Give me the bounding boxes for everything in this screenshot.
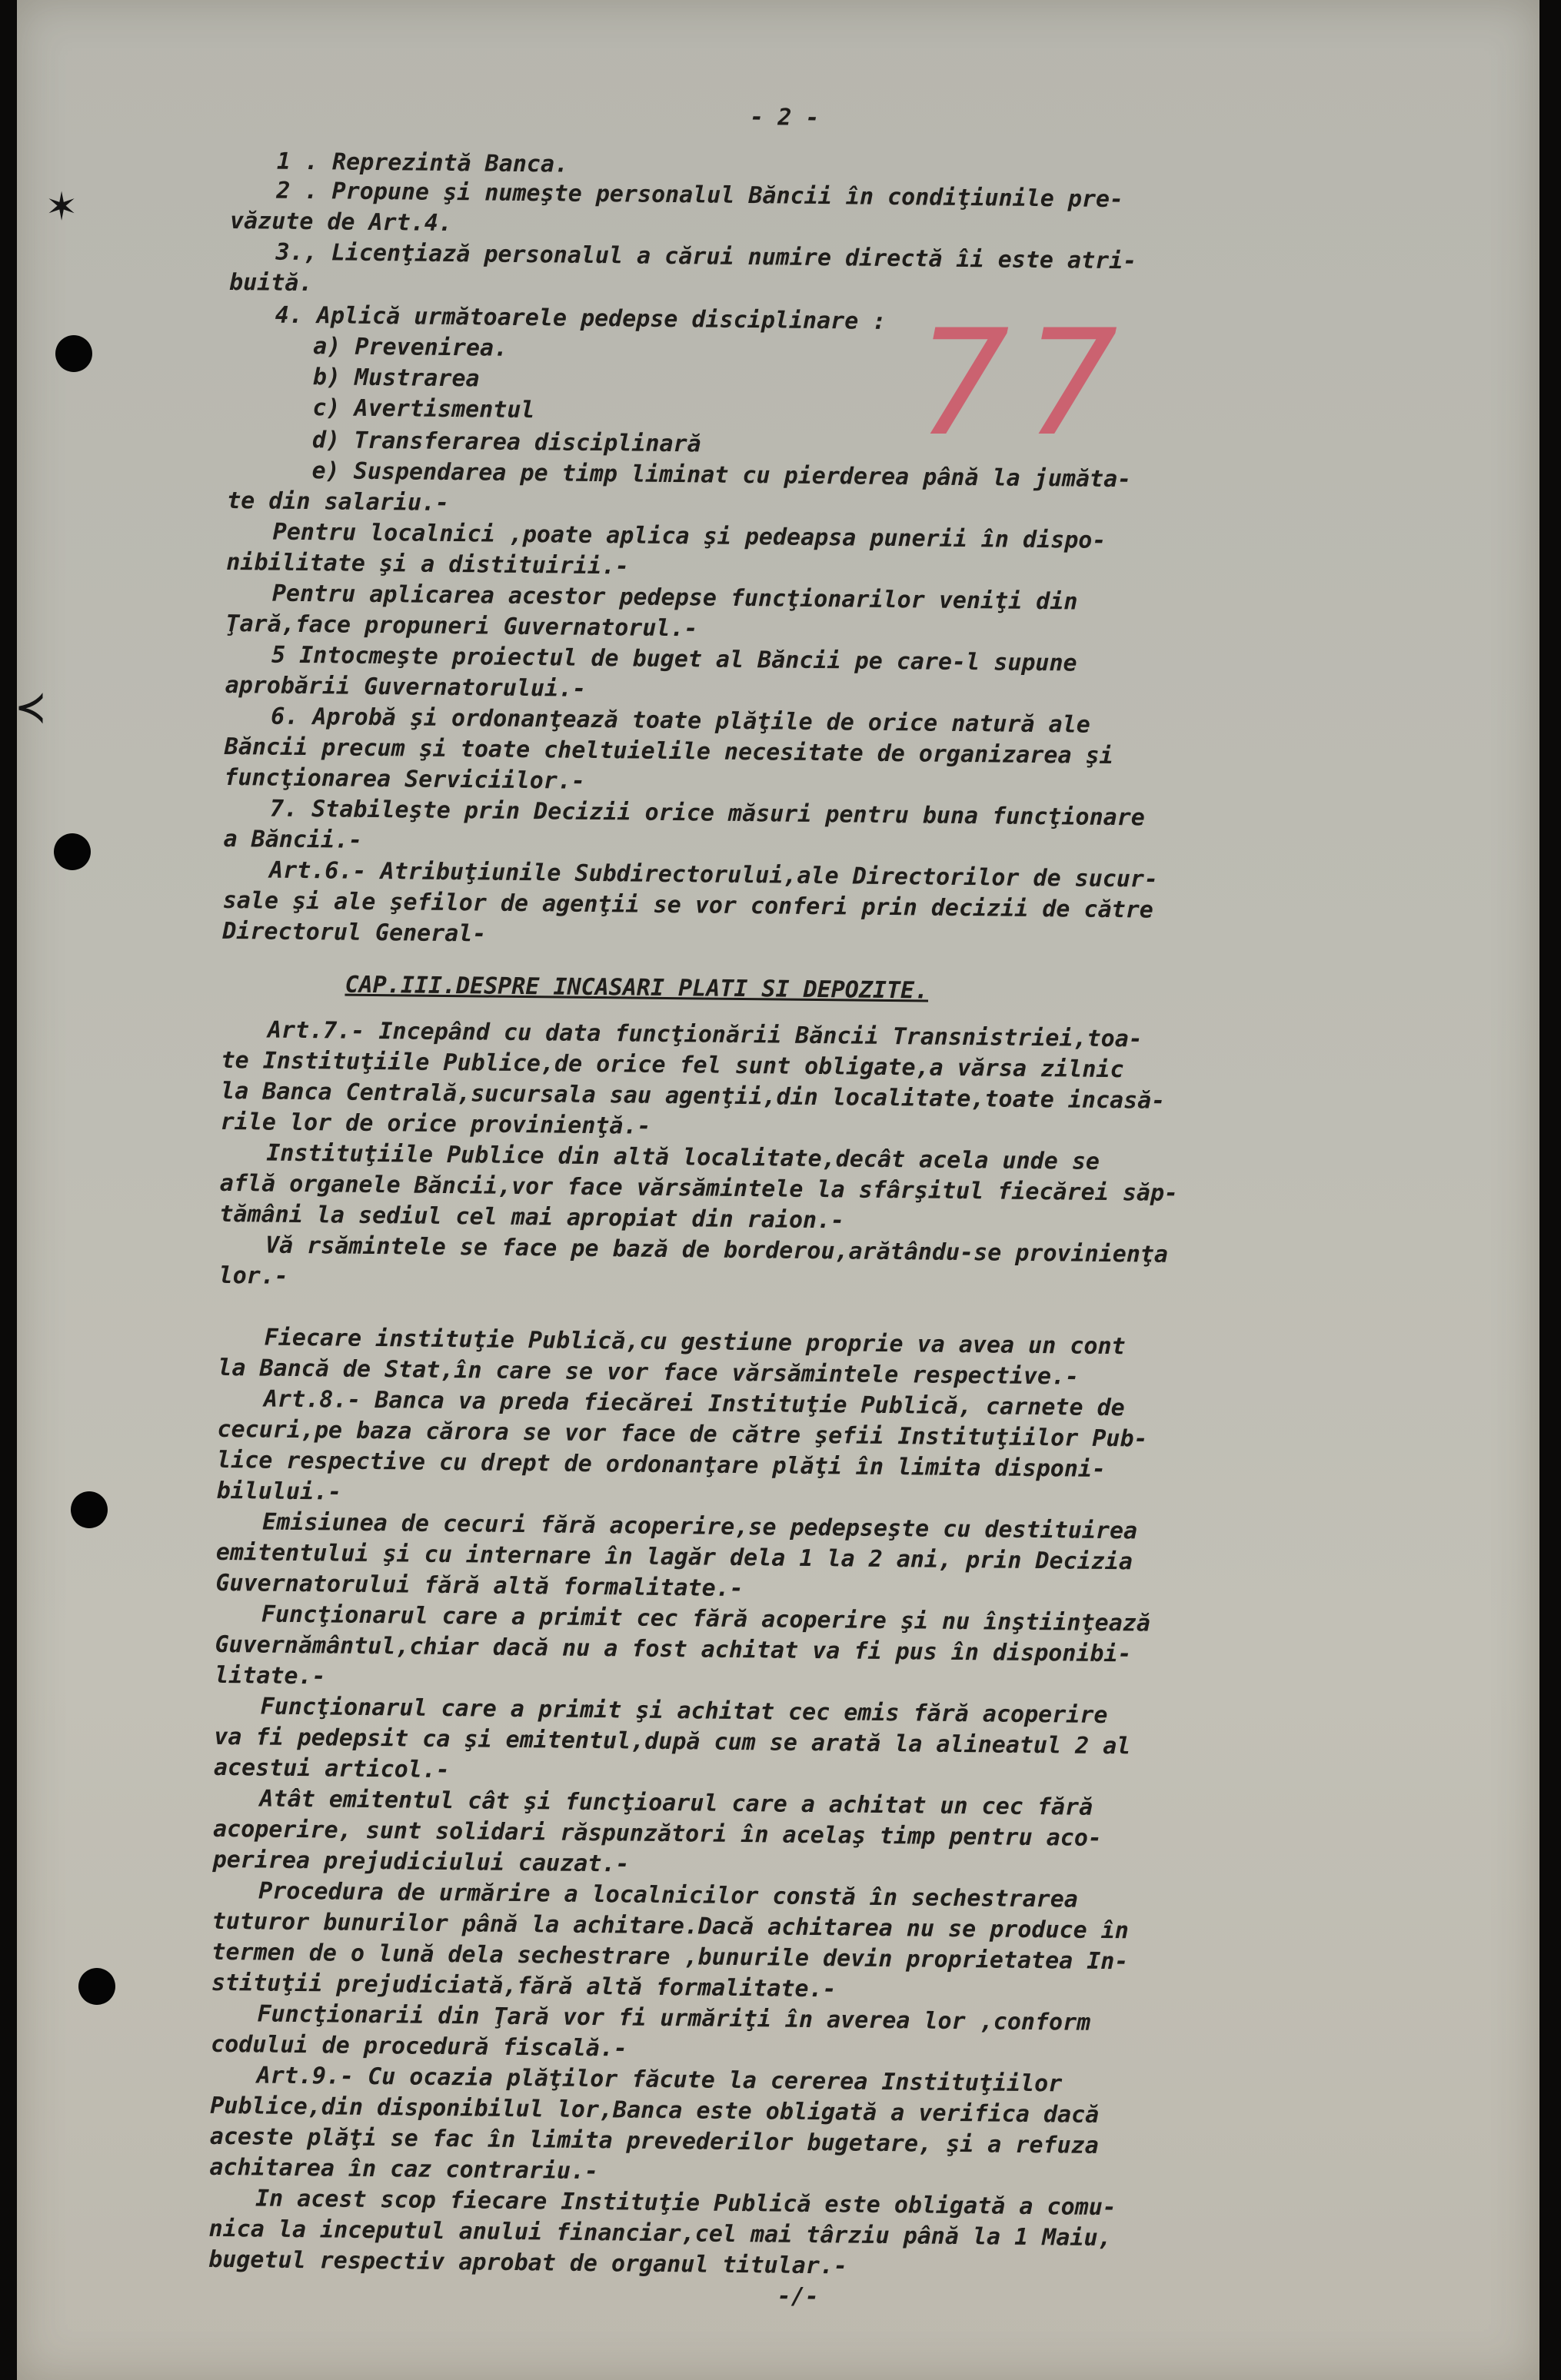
text-line: bilului.- (216, 1477, 342, 1506)
text-line: află organele Băncii,vor face vărsămintele la sfârşitul fiecărei săp- (219, 1169, 1179, 1207)
text-line: tămâni la sediul cel mai apropiat din raion.- (219, 1200, 845, 1235)
text-line: Art.9.- Cu ocazia plăţilor făcute la cererea Instituţiilor (256, 2062, 1063, 2098)
text-line: Ţară,face propuneri Guvernatorul.- (225, 610, 698, 643)
punch-hole (54, 833, 91, 870)
text-line: cecuri,pe baza cărora se vor face de către şefii Instituţiilor Pub- (217, 1415, 1148, 1453)
text-line: 1 . Reprezintă Banca. (276, 148, 569, 178)
text-line: Băncii precum şi toate cheltuielile necesitate de organizarea şi (224, 733, 1113, 770)
text-line: rile lor de orice provinienţă.- (220, 1108, 651, 1140)
text-line: Pentru aplicarea acestor pedepse funcţionarilor veniţi din (271, 580, 1078, 616)
text-line: Directorul General- (222, 917, 487, 948)
text-line: văzute de Art.4. (229, 207, 453, 238)
text-line: lor.- (218, 1261, 289, 1290)
text-line: 2 . Propune şi numeşte personalul Băncii în condiţiunile pre- (276, 177, 1124, 214)
chapter-heading: CAP.III.DESPRE INCASARI PLATI SI DEPOZITE. (344, 971, 929, 1005)
punch-hole (78, 1968, 115, 2005)
text-line: te Instituţiile Publice,de orice fel sunt obligate,a vărsa zilnic (221, 1046, 1124, 1084)
text-line: aprobării Guvernatorului.- (225, 671, 587, 703)
paper-tear: ≺ (17, 680, 45, 734)
text-line: la Bancă de Stat,în care se vor face vărsămintele respective.- (218, 1354, 1080, 1391)
text-line: Guvernatorului fără altă formalitate.- (215, 1569, 744, 1603)
text-line: 6. Aprobă şi ordonanţează toate plăţile de orice natură ale (271, 703, 1091, 739)
text-line: funcţionarea Serviciilor.- (224, 763, 586, 795)
text-line: b) Mustrarea (312, 364, 480, 393)
text-line: bugetul respectiv aprobat de organul titular.- (208, 2245, 848, 2280)
text-line: Art.7.- Incepând cu data funcţionării Băncii Transnistriei,toa- (267, 1016, 1143, 1053)
text-line: Guvernământul,chiar dacă nu a fost achitat va fi pus în disponibi- (215, 1630, 1132, 1668)
text-line: Publice,din disponibilul lor,Banca este obligată a verifica dacă (210, 2092, 1100, 2129)
text-line: Instituţiile Publice din altă localitate,decât acela unde se (266, 1139, 1100, 1175)
handwritten-mark: 77 (917, 298, 1133, 468)
paper-tear: ✶ (48, 178, 76, 231)
text-line: Pentru localnici ,poate aplica şi pedeapsa punerii în dispo- (272, 518, 1107, 554)
punch-hole (71, 1491, 108, 1528)
text-line: lice respective cu drept de ordonanţare plăţi în limita disponi- (216, 1446, 1107, 1483)
text-line: -/- (777, 2282, 820, 2311)
text-line: termen de o lună dela sechestrare ,bunurile devin proprietatea In- (211, 1938, 1129, 1976)
text-line: te din salariu.- (226, 487, 450, 517)
text-line: Fiecare instituţie Publică,cu gestiune proprie va avea un cont (264, 1324, 1126, 1361)
text-line: 5 Intocmeşte proiectul de buget al Băncii pe care-l supune (271, 641, 1077, 677)
text-line: stituţii prejudiciată,fără altă formalitate.- (211, 1969, 837, 2003)
text-line: acoperire, sunt solidari răspunzători în acelaş timp pentru aco- (212, 1815, 1103, 1852)
text-line: perirea prejudiciului cauzat.- (212, 1846, 630, 1878)
text-line: Funcţionarul care a primit cec fără acoperire şi nu înştiinţează (261, 1601, 1151, 1637)
text-line: 3., Licenţiază personalul a cărui numire directă îi este atri- (275, 238, 1137, 275)
text-line: tuturor bunurilor până la achitare.Dacă achitarea nu se produce în (211, 1907, 1130, 1945)
text-line: la Banca Centrală,sucursala sau agenţii,din localitate,toate incasă- (220, 1077, 1166, 1115)
text-line: nibilitate şi a distituirii.- (226, 548, 630, 580)
text-line: acestui articol.- (213, 1753, 451, 1784)
text-line: Emisiunea de cecuri fără acoperire,se pedepseşte cu destituirea (262, 1508, 1138, 1545)
text-line: c) Avertismentul (312, 394, 535, 424)
document-page (17, 0, 1539, 2380)
text-line: Atât emitentul cât şi funcţioarul care a achitat un cec fără (259, 1785, 1093, 1821)
text-line: Procedura de urmărire a localnicilor constă în sechestrarea (258, 1877, 1079, 1913)
text-line: Funcţionarul care a primit şi achitat cec emis fără acoperire (260, 1693, 1108, 1730)
text-line: Art.6.- Atribuţiunile Subdirectorului,ale Directorilor de sucur- (268, 856, 1159, 893)
text-line: nica la inceputul anului financiar,cel mai târziu până la 1 Maiu, (208, 2215, 1112, 2252)
text-line: Vă rsămintele se face pe bază de borderou,arătându-se provinienţa (265, 1232, 1169, 1268)
text-line: e) Suspendarea pe timp liminat cu pierderea până la jumăta- (311, 457, 1132, 494)
text-line: achitarea în caz contrariu.- (209, 2153, 599, 2186)
text-line: va fi pedepsit ca şi emitentul,după cum se arată la alineatul 2 al (214, 1723, 1131, 1760)
text-line: Art.8.- Banca va preda fiecărei Instituţie Publică, carnete de (263, 1385, 1125, 1422)
text-line: 7. Stabileşte prin Decizii orice măsuri pentru buna funcţionare (269, 795, 1145, 832)
page-number: - 2 - (750, 104, 820, 132)
text-line: a) Prevenirea. (313, 333, 508, 362)
text-line: In acest scop fiecare Instituţie Publică este obligată a comu- (255, 2185, 1117, 2222)
text-line: codului de procedură fiscală.- (210, 2030, 628, 2063)
text-line: aceste plăţi se fac în limita prevederilor bugetare, şi a refuza (209, 2122, 1099, 2159)
text-line: emitentului şi cu internare în lagăr dela 1 la 2 ani, prin Decizia (215, 1538, 1133, 1576)
text-line: 4. Aplică următoarele pedepse disciplinare : (275, 301, 887, 335)
text-line: d) Transferarea disciplinară (311, 427, 701, 458)
text-line: Funcţionarii din Ţară vor fi urmăriţi în averea lor ,conform (257, 2000, 1091, 2036)
text-line: a Băncii.- (223, 825, 363, 854)
text-line: buită. (228, 268, 313, 298)
punch-hole (55, 335, 92, 372)
text-line: litate.- (214, 1661, 326, 1690)
text-line: sale şi ale şefilor de agenţii se vor conferi prin decizii de către (222, 886, 1153, 924)
